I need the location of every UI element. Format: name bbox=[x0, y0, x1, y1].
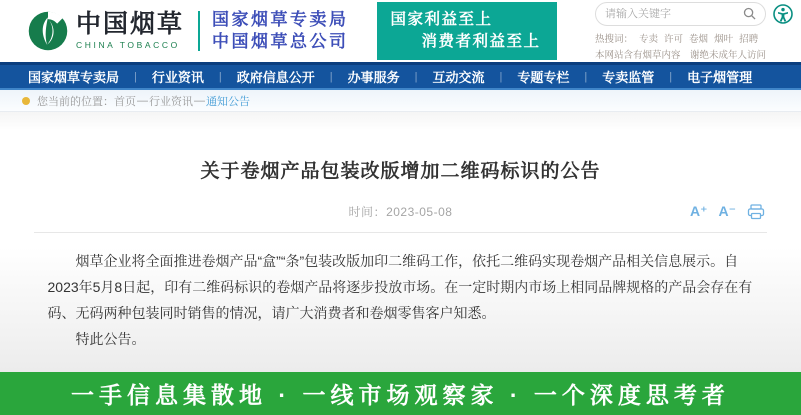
breadcrumb-current[interactable]: 通知公告 bbox=[206, 95, 250, 108]
nav-item-industry-news[interactable]: 行业资讯 bbox=[151, 70, 204, 85]
slogan-line2: 消费者利益至上 bbox=[421, 33, 541, 50]
org-title bbox=[212, 9, 349, 53]
nav-separator: | bbox=[414, 70, 418, 83]
logo-text bbox=[76, 12, 184, 50]
hot-words-row bbox=[595, 31, 793, 45]
org-line2: 中国烟草总公司 bbox=[212, 32, 349, 51]
hot-word-link[interactable]: 卷烟 bbox=[689, 33, 709, 45]
date-label: 时间： bbox=[348, 205, 387, 219]
breadcrumb-section[interactable]: 行业资讯 bbox=[149, 95, 193, 108]
nav-item-ecig-management[interactable]: 电子烟管理 bbox=[687, 70, 753, 85]
font-increase-button[interactable]: A⁺ bbox=[690, 203, 708, 219]
nav-separator: | bbox=[499, 70, 503, 83]
nav-separator: | bbox=[218, 70, 222, 83]
nav-separator: | bbox=[669, 70, 673, 83]
site-logo[interactable] bbox=[26, 9, 184, 53]
logo-cn-text: 中国烟草 bbox=[76, 10, 185, 38]
nav-separator: | bbox=[134, 70, 137, 83]
article bbox=[34, 112, 767, 352]
search-box[interactable] bbox=[595, 2, 766, 26]
header-divider bbox=[198, 11, 200, 51]
hot-words-label: 热搜词： bbox=[595, 33, 634, 45]
age-disclaimer: 本网站含有烟草内容 谢绝未成年人访问 bbox=[595, 49, 767, 61]
date-value: 2023-05-08 bbox=[386, 205, 453, 219]
nav-item-gov-info[interactable]: 政府信息公开 bbox=[236, 70, 315, 85]
hot-word-link[interactable]: 专卖 bbox=[639, 33, 659, 45]
breadcrumb-home[interactable]: 首页 bbox=[114, 95, 136, 108]
article-paragraph: 烟草企业将全面推进卷烟产品“盒”“条”包装改版加印二维码工作，依托二维码实现卷烟产品相关信息展示。自2023年5月8日起，印有二维码标识的卷烟产品将逐步投放市场。在一定时期内市场上相同品牌规格的产品会存在有码、无码两种包装同时销售的情况，请广大消费者和卷烟零售客户知悉。 bbox=[47, 253, 753, 322]
site-header bbox=[0, 0, 801, 62]
breadcrumb-label: 您当前的位置： bbox=[37, 95, 114, 108]
search-input[interactable] bbox=[605, 8, 743, 20]
slogan-line1: 国家利益至上 bbox=[390, 10, 493, 28]
accessibility-icon[interactable] bbox=[773, 4, 793, 24]
nav-separator: | bbox=[584, 70, 588, 83]
china-tobacco-logo-icon bbox=[26, 9, 70, 53]
main-nav bbox=[0, 62, 801, 88]
article-toolbar bbox=[690, 203, 765, 220]
breadcrumb-separator: — bbox=[137, 94, 148, 107]
logo-en-text: CHINA TOBACCO bbox=[76, 40, 180, 50]
content-area bbox=[0, 112, 801, 372]
search-icon[interactable] bbox=[743, 7, 756, 20]
nav-item-monopoly-supervision[interactable]: 专卖监管 bbox=[602, 70, 655, 85]
footer-slogan: 一手信息集散地 · 一线市场观察家 · 一个深度思考者 bbox=[71, 382, 730, 408]
org-line1: 国家烟草专卖局 bbox=[212, 9, 349, 29]
slogan-banner bbox=[377, 2, 557, 61]
article-date bbox=[34, 203, 767, 220]
hot-word-link[interactable]: 许可 bbox=[664, 33, 684, 45]
breadcrumb bbox=[0, 88, 801, 112]
font-decrease-button[interactable]: A⁻ bbox=[718, 203, 736, 219]
footer-banner bbox=[0, 372, 801, 415]
article-title: 关于卷烟产品包装改版增加二维码标识的公告 bbox=[200, 161, 601, 182]
meta-divider bbox=[34, 232, 767, 233]
nav-item-home[interactable]: 国家烟草专卖局 bbox=[28, 70, 120, 85]
nav-separator: | bbox=[329, 70, 333, 83]
printer-icon[interactable] bbox=[747, 204, 765, 220]
hot-word-link[interactable]: 招聘 bbox=[739, 33, 759, 45]
article-meta bbox=[34, 203, 767, 223]
article-paragraph: 特此公告。 bbox=[75, 331, 146, 348]
nav-item-services[interactable]: 办事服务 bbox=[347, 70, 400, 85]
nav-item-special-topics[interactable]: 专题专栏 bbox=[517, 70, 570, 85]
article-body bbox=[48, 248, 754, 352]
location-pin-icon bbox=[22, 97, 30, 105]
search-area bbox=[595, 2, 793, 61]
nav-item-interaction[interactable]: 互动交流 bbox=[432, 70, 485, 85]
breadcrumb-separator: — bbox=[194, 94, 205, 107]
hot-word-link[interactable]: 烟叶 bbox=[714, 33, 734, 45]
